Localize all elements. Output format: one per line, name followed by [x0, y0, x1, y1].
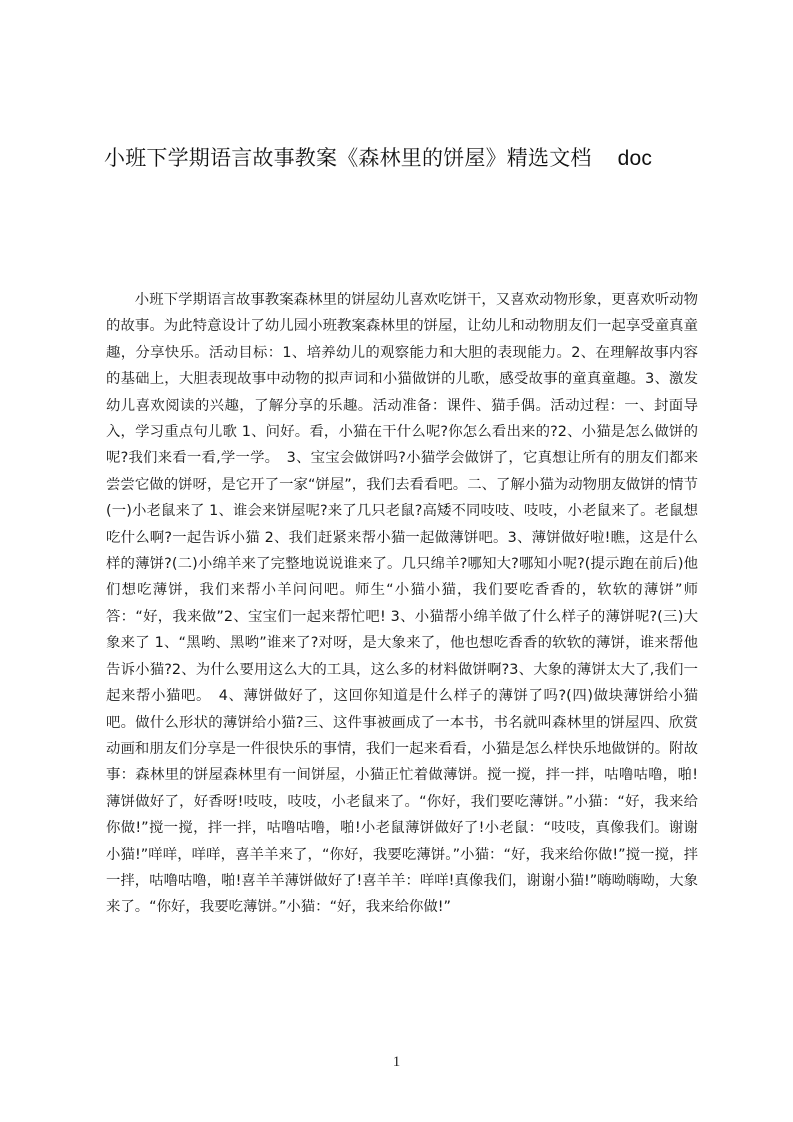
page-number: 1 [392, 1054, 401, 1070]
body-paragraph: 小班下学期语言故事教案森林里的饼屋幼儿喜欢吃饼干，又喜欢动物形象，更喜欢听动物的故事。为此特意设计了幼儿园小班教案森林里的饼屋，让幼儿和动物朋友们一起享受童真童趣，分享快乐。活动目标：1、培养幼儿的观察能力和大胆的表现能力。2、在理解故事内容的基础上，大胆表现故事中动物的拟声词和小猫做饼的儿歌，感受故事的童真童趣。3、激发幼儿喜欢阅读的兴趣，了解分享的乐趣。活动准备：课件、猫手偶。活动过程：一、封面导入，学习重点句儿歌 1、问好。看，小猫在干什么呢?你怎么看出来的?2、小猫是怎么做饼的呢?我们来看一看,学一学。 3、宝宝会做饼吗?小猫学会做饼了，它真想让所有的朋友们都来尝尝它做的饼呀，是它开了一家“饼屋”，我们去看看吧。二、了解小猫为动物朋友做饼的情节(一)小老鼠来了 1、谁会来饼屋呢?来了几只老鼠?高矮不同吱吱、吱吱，小老鼠来了。老鼠想吃什么啊?一起告诉小猫 2、我们赶紧来帮小猫一起做薄饼吧。3、薄饼做好啦!瞧，这是什么样的薄饼?(二)小绵羊来了完整地说说谁来了。几只绵羊?哪知大?哪知小呢?(提示跑在前后)他们想吃薄饼，我们来帮小羊问问吧。师生“小猫小猫，我们要吃香香的，软软的薄饼”师答：“好，我来做”2、宝宝们一起来帮忙吧! 3、小猫帮小绵羊做了什么样子的薄饼呢?(三)大象来了 1、“黑哟、黑哟”谁来了?对呀，是大象来了，他也想吃香香的软软的薄饼，谁来帮他告诉小猫?2、为什么要用这么大的工具，这么多的材料做饼啊?3、大象的薄饼太大了,我们一起来帮小猫吧。 4、薄饼做好了，这回你知道是什么样子的薄饼了吗?(四)做块薄饼给小猫吧。做什么形状的薄饼给小猫?三、这件事被画成了一本书，书名就叫森林里的饼屋四、欣赏动画和朋友们分享是一件很快乐的事情，我们一起来看看，小猫是怎么样快乐地做饼的。附故事：森林里的饼屋森林里有一间饼屋，小猫正忙着做薄饼。搅一搅，拌一拌，咕噜咕噜，啪!薄饼做好了，好香呀!吱吱，吱吱，小老鼠来了。“你好，我们要吃薄饼。”小猫：“好，我来给你做!”搅一搅，拌一拌，咕噜咕噜，啪!小老鼠薄饼做好了!小老鼠：“吱吱，真像我们。谢谢小猫!”咩咩，咩咩，喜羊羊来了，“你好，我要吃薄饼。”小猫：“好，我来给你做!”搅一搅，拌一拌，咕噜咕噜，啪!喜羊羊薄饼做好了!喜羊羊：咩咩!真像我们，谢谢小猫!”嗨呦嗨呦，大象来了。“你好，我要吃薄饼。”小猫：“好，我来给你做!” [106, 292, 698, 916]
document-title [104, 142, 704, 175]
title-text: 小班下学期语言故事教案《森林里的饼屋》精选文档 [104, 146, 592, 170]
title-doc-suffix: doc [617, 147, 653, 170]
